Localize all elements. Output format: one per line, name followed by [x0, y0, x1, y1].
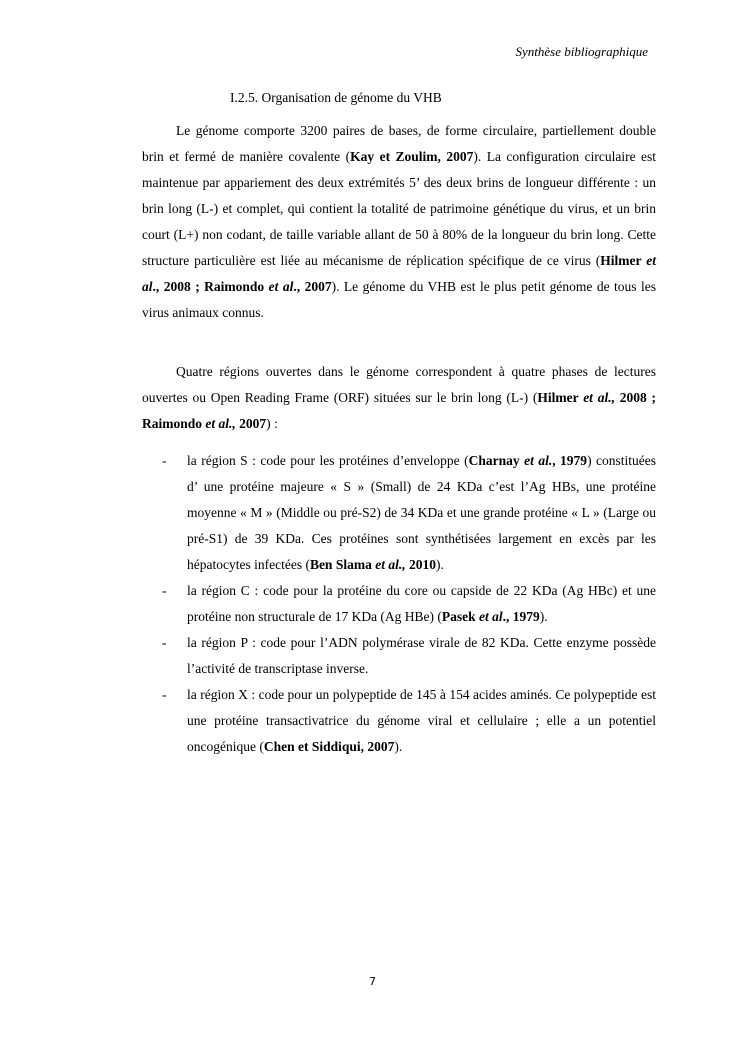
citation-text: et al.	[524, 453, 553, 468]
text-run: ). La configuration circulaire est maintenue par appariement des deux extrémités 5’ des deux brins de longueur différente : un brin long (L-) et complet, qui contient la totalité de patrimoine génétique du virus, et un brin court (L+) non codant, de taille variable allant de 50 à 80% de la longueur du brin long. Cette structure particulière est liée au mécanisme de réplication spécifique de ce virus (	[142, 149, 657, 268]
citation-text: ., 2007	[293, 279, 332, 294]
citation-text: et al	[479, 609, 503, 624]
citation-text: , 1979	[552, 453, 588, 468]
text-run: Quatre régions ouvertes dans le génome correspondent à quatre phases de lectures ouvertes ou Open Reading Frame (ORF) situées sur le brin long (L-) (	[142, 364, 656, 405]
text-run: la région X : code pour un polypeptide de 145 à 154 acides aminés. Ce polypeptide est une protéine transactivatrice du génome viral et cellulaire ; elle a un potentiel oncogénique (	[187, 687, 656, 754]
citation-text: et al.,	[583, 390, 615, 405]
text-run: ).	[394, 739, 403, 754]
paragraph-orf	[142, 359, 656, 437]
citation-text: 2008 ; Raimondo	[142, 390, 656, 431]
citation-text: Hilmer	[600, 253, 647, 268]
list-item-text	[187, 687, 656, 754]
region-list	[142, 448, 656, 760]
citation-text: et al.,	[375, 557, 406, 572]
text-run: la région S : code pour les protéines d’enveloppe (	[187, 453, 469, 468]
list-bullet: -	[162, 687, 167, 702]
citation-text: et al.,	[205, 416, 236, 431]
citation-text: Charnay	[468, 453, 525, 468]
citation-text: et al	[268, 279, 294, 294]
citation-text: Chen et Siddiqui, 2007	[263, 739, 395, 754]
list-bullet: -	[162, 453, 167, 468]
citation-text: 2010	[405, 557, 436, 572]
text-run: ).	[539, 609, 548, 624]
list-item-text	[187, 635, 656, 676]
text-run: Le génome comporte 3200 paires de bases, de forme circulaire, partiellement double brin et fermé de manière covalente (	[142, 123, 656, 164]
text-run: ). Le génome du VHB est le plus petit génome de tous les virus animaux connus.	[142, 279, 656, 320]
text-run: la région C : code pour la protéine du core ou capside de 22 KDa (Ag HBc) et une protéine non structurale de 17 KDa (Ag HBe) (	[187, 583, 656, 624]
paragraph-genome	[142, 118, 656, 326]
list-item	[142, 578, 656, 630]
citation-text: ., 2008 ; Raimondo	[152, 279, 269, 294]
list-item	[142, 448, 656, 578]
list-item	[142, 682, 656, 760]
text-run: ) constituées d’ une protéine majeure « S » (Small) de 24 KDa c’est l’Ag HBs, une protéine moyenne « M » (Middle ou pré-S2) de 34 KDa et une grande protéine « L » (Large ou pré-S1) de 39 KDa. Ces protéines sont synthétisées largement en excès par les hépatocytes infectées (	[187, 453, 657, 572]
section-title: I.2.5. Organisation de génome du VHB	[230, 90, 442, 105]
text-run: ).	[435, 557, 444, 572]
citation-text: 2007	[235, 416, 267, 431]
citation-text: ., 1979	[502, 609, 540, 624]
list-bullet: -	[162, 635, 167, 650]
citation-text: Kay et Zoulim, 2007	[350, 149, 474, 164]
list-item-text	[187, 453, 656, 572]
citation-text: Hilmer	[537, 390, 584, 405]
citation-text: Ben Slama	[309, 557, 376, 572]
list-item	[142, 630, 656, 682]
running-header: Synthèse bibliographique	[515, 44, 648, 59]
text-run: ) :	[266, 416, 278, 431]
text-run: la région P : code pour l’ADN polymérase virale de 82 KDa. Cette enzyme possède l’activité de transcriptase inverse.	[187, 635, 656, 676]
citation-text: et al	[142, 253, 656, 294]
citation-text: Pasek	[441, 609, 480, 624]
list-bullet: -	[162, 583, 167, 598]
list-item-text	[187, 583, 656, 624]
page-number: 7	[369, 975, 376, 988]
